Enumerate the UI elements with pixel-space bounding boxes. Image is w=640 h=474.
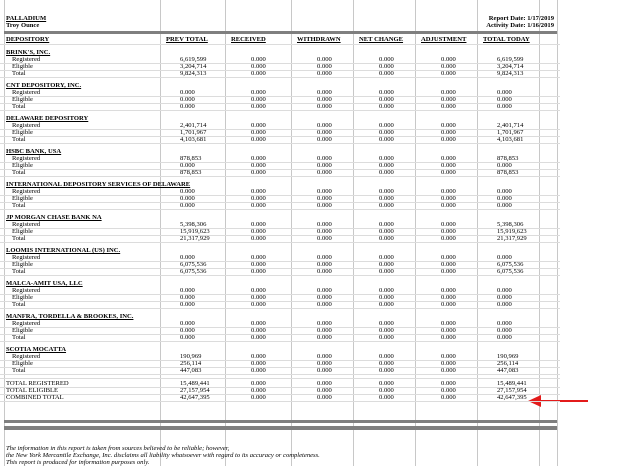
row-label: Eligible <box>12 294 33 301</box>
table-cell: 0.000 <box>497 195 512 202</box>
total-cell: 0.000 <box>379 394 394 401</box>
table-cell: 0.000 <box>317 63 332 70</box>
table-cell: 0.000 <box>251 261 266 268</box>
row-label: Eligible <box>12 327 33 334</box>
table-cell: 6,075,536 <box>180 268 207 275</box>
row-label: Total <box>12 235 26 242</box>
table-cell: 0.000 <box>379 70 394 77</box>
table-cell: 0.000 <box>317 367 332 374</box>
table-cell: 447,083 <box>497 367 519 374</box>
row-label: Registered <box>12 254 41 261</box>
table-cell: 0.000 <box>317 221 332 228</box>
table-cell: 0.000 <box>379 89 394 96</box>
table-cell: 0.000 <box>251 221 266 228</box>
table-cell: 0.000 <box>441 129 456 136</box>
table-cell: 0.000 <box>441 89 456 96</box>
table-cell: 0.000 <box>317 228 332 235</box>
table-cell: 0.000 <box>497 188 512 195</box>
table-cell: 0.000 <box>379 360 394 367</box>
table-cell: 0.000 <box>317 327 332 334</box>
table-cell: 0.000 <box>251 367 266 374</box>
table-cell: 0.000 <box>180 301 195 308</box>
table-cell: 0.000 <box>379 254 394 261</box>
table-cell: 0.000 <box>441 360 456 367</box>
column-header-adjustment: ADJUSTMENT <box>421 36 467 43</box>
total-label: COMBINED TOTAL <box>6 394 64 401</box>
row-label: Total <box>12 334 26 341</box>
row-label: Registered <box>12 122 41 129</box>
table-cell: 0.000 <box>317 353 332 360</box>
table-cell: 0.000 <box>441 320 456 327</box>
row-gridline <box>0 374 560 375</box>
table-cell: 0.000 <box>251 228 266 235</box>
total-cell: 0.000 <box>317 380 332 387</box>
table-cell: 0.000 <box>497 96 512 103</box>
table-cell: 0.000 <box>379 169 394 176</box>
table-cell: 878,853 <box>497 155 519 162</box>
table-cell: 0.000 <box>441 261 456 268</box>
table-cell: 3,204,714 <box>497 63 524 70</box>
table-cell: 0.000 <box>317 129 332 136</box>
table-cell: 0.000 <box>441 294 456 301</box>
table-cell: 878,853 <box>180 155 202 162</box>
table-cell: 0.000 <box>441 195 456 202</box>
table-cell: 447,083 <box>180 367 202 374</box>
table-cell: 0.000 <box>379 129 394 136</box>
row-gridline <box>0 275 560 276</box>
table-cell: 4,103,681 <box>180 136 207 143</box>
table-cell: 0.000 <box>379 287 394 294</box>
table-cell: 0.000 <box>317 287 332 294</box>
table-cell: 0.000 <box>317 294 332 301</box>
row-gridline <box>0 77 560 78</box>
table-cell: 0.000 <box>379 353 394 360</box>
table-cell: 0.000 <box>441 169 456 176</box>
row-label: Total <box>12 70 26 77</box>
table-cell: 0.000 <box>441 254 456 261</box>
table-cell: 0.000 <box>379 122 394 129</box>
total-cell: 0.000 <box>441 394 456 401</box>
table-cell: 0.000 <box>251 188 266 195</box>
table-cell: 0.000 <box>441 221 456 228</box>
table-cell: 0.000 <box>251 162 266 169</box>
table-cell: 0.000 <box>441 63 456 70</box>
table-cell: 0.000 <box>251 136 266 143</box>
table-cell: 0.000 <box>180 188 195 195</box>
table-cell: 0.000 <box>251 169 266 176</box>
table-cell: 0.000 <box>317 235 332 242</box>
table-cell: 0.000 <box>379 96 394 103</box>
table-cell: 0.000 <box>180 96 195 103</box>
table-cell: 0.000 <box>497 89 512 96</box>
table-cell: 0.000 <box>251 122 266 129</box>
table-cell: 5,398,306 <box>180 221 207 228</box>
table-cell: 0.000 <box>251 353 266 360</box>
table-cell: 0.000 <box>441 56 456 63</box>
table-cell: 0.000 <box>251 294 266 301</box>
header-divider <box>4 31 557 34</box>
total-cell: 0.000 <box>379 387 394 394</box>
depository-name: INTERNATIONAL DEPOSITORY SERVICES OF DELAWARE <box>6 181 191 188</box>
table-cell: 0.000 <box>317 56 332 63</box>
row-gridline <box>0 341 560 342</box>
row-label: Registered <box>12 155 41 162</box>
depository-name: JP MORGAN CHASE BANK NA <box>6 214 102 221</box>
table-cell: 0.000 <box>441 155 456 162</box>
table-cell: 0.000 <box>317 70 332 77</box>
table-cell: 0.000 <box>379 202 394 209</box>
row-label: Registered <box>12 287 41 294</box>
table-cell: 256,114 <box>180 360 202 367</box>
table-end-divider-2 <box>4 426 557 430</box>
table-cell: 0.000 <box>497 294 512 301</box>
table-cell: 0.000 <box>379 56 394 63</box>
table-cell: 0.000 <box>180 294 195 301</box>
row-label: Registered <box>12 188 41 195</box>
table-cell: 0.000 <box>497 202 512 209</box>
column-header-depository: DEPOSITORY <box>6 36 50 43</box>
table-cell: 0.000 <box>180 287 195 294</box>
table-cell: 0.000 <box>180 195 195 202</box>
table-cell: 0.000 <box>180 202 195 209</box>
table-cell: 190,969 <box>497 353 519 360</box>
row-label: Total <box>12 103 26 110</box>
table-cell: 0.000 <box>317 301 332 308</box>
table-cell: 0.000 <box>379 228 394 235</box>
row-label: Registered <box>12 221 41 228</box>
table-cell: 0.000 <box>251 96 266 103</box>
row-label: Registered <box>12 89 41 96</box>
table-cell: 0.000 <box>379 334 394 341</box>
total-label: TOTAL ELIGIBLE <box>6 387 59 394</box>
table-cell: 0.000 <box>379 268 394 275</box>
table-cell: 2,401,714 <box>180 122 207 129</box>
table-cell: 0.000 <box>251 320 266 327</box>
row-label: Total <box>12 301 26 308</box>
row-gridline <box>0 209 560 210</box>
row-label: Total <box>12 367 26 374</box>
table-cell: 21,317,929 <box>497 235 527 242</box>
depository-name: DELAWARE DEPOSITORY <box>6 115 89 122</box>
table-cell: 0.000 <box>441 235 456 242</box>
total-cell: 42,647,395 <box>497 394 527 401</box>
table-cell: 6,075,536 <box>180 261 207 268</box>
table-cell: 0.000 <box>497 334 512 341</box>
total-cell: 27,157,954 <box>497 387 527 394</box>
column-header-prev-total: PREV TOTAL <box>166 36 208 43</box>
depository-name: SCOTIA MOCATTA <box>6 346 67 353</box>
total-cell: 15,489,441 <box>497 380 527 387</box>
table-cell: 0.000 <box>497 327 512 334</box>
table-cell: 0.000 <box>379 63 394 70</box>
table-cell: 0.000 <box>317 169 332 176</box>
table-cell: 0.000 <box>441 202 456 209</box>
table-cell: 6,075,536 <box>497 268 524 275</box>
table-cell: 0.000 <box>317 155 332 162</box>
table-cell: 0.000 <box>317 334 332 341</box>
depository-name: HSBC BANK, USA <box>6 148 62 155</box>
table-cell: 0.000 <box>317 96 332 103</box>
table-cell: 0.000 <box>251 334 266 341</box>
table-cell: 0.000 <box>317 261 332 268</box>
table-cell: 0.000 <box>379 136 394 143</box>
table-cell: 0.000 <box>379 155 394 162</box>
table-cell: 9,824,313 <box>180 70 207 77</box>
table-cell: 0.000 <box>317 103 332 110</box>
total-cell: 0.000 <box>379 380 394 387</box>
table-cell: 0.000 <box>441 122 456 129</box>
table-cell: 0.000 <box>379 235 394 242</box>
table-cell: 0.000 <box>379 294 394 301</box>
table-cell: 0.000 <box>441 188 456 195</box>
table-cell: 0.000 <box>379 301 394 308</box>
total-cell: 0.000 <box>251 387 266 394</box>
report-unit: Troy Ounce <box>6 22 40 29</box>
table-cell: 0.000 <box>317 268 332 275</box>
table-cell: 0.000 <box>379 367 394 374</box>
total-cell: 0.000 <box>251 380 266 387</box>
table-cell: 0.000 <box>180 334 195 341</box>
row-gridline <box>0 242 560 243</box>
table-cell: 4,103,681 <box>497 136 524 143</box>
table-cell: 0.000 <box>317 195 332 202</box>
table-cell: 15,919,623 <box>497 228 527 235</box>
table-cell: 878,853 <box>180 169 202 176</box>
total-cell: 0.000 <box>251 394 266 401</box>
row-label: Eligible <box>12 162 33 169</box>
disclaimer-line: This report is produced for information purposes only. <box>6 459 150 466</box>
table-cell: 0.000 <box>441 103 456 110</box>
row-label: Total <box>12 169 26 176</box>
total-cell: 0.000 <box>441 380 456 387</box>
table-cell: 0.000 <box>317 136 332 143</box>
table-cell: 0.000 <box>251 202 266 209</box>
table-cell: 0.000 <box>379 261 394 268</box>
table-cell: 0.000 <box>251 56 266 63</box>
total-cell: 0.000 <box>317 387 332 394</box>
disclaimer-line: The information in this report is taken from sources believed to be reliable; however, <box>6 445 230 452</box>
row-label: Total <box>12 136 26 143</box>
table-cell: 0.000 <box>180 320 195 327</box>
table-cell: 0.000 <box>441 162 456 169</box>
disclaimer-line: the New York Mercantile Exchange, Inc. disclaims all liability whatsoever with regard to its accuracy or completeness. <box>6 452 320 459</box>
row-label: Registered <box>12 56 41 63</box>
table-cell: 0.000 <box>317 162 332 169</box>
row-gridline <box>0 143 560 144</box>
row-label: Registered <box>12 320 41 327</box>
table-cell: 0.000 <box>180 89 195 96</box>
row-label: Eligible <box>12 195 33 202</box>
table-cell: 0.000 <box>251 360 266 367</box>
report-metal: PALLADIUM <box>6 15 47 22</box>
table-cell: 0.000 <box>317 254 332 261</box>
table-cell: 0.000 <box>180 327 195 334</box>
table-cell: 0.000 <box>251 155 266 162</box>
total-cell: 42,647,395 <box>180 394 210 401</box>
column-header-withdrawn: WITHDRAWN <box>297 36 341 43</box>
table-cell: 6,075,536 <box>497 261 524 268</box>
table-cell: 0.000 <box>379 103 394 110</box>
table-cell: 0.000 <box>379 221 394 228</box>
table-cell: 0.000 <box>379 162 394 169</box>
row-label: Eligible <box>12 228 33 235</box>
row-label: Eligible <box>12 261 33 268</box>
table-cell: 0.000 <box>497 287 512 294</box>
column-header-received: RECEIVED <box>231 36 266 43</box>
table-cell: 0.000 <box>251 195 266 202</box>
row-gridline <box>0 176 560 177</box>
total-cell: 15,489,441 <box>180 380 210 387</box>
row-gridline <box>0 378 560 379</box>
table-cell: 0.000 <box>497 103 512 110</box>
column-header-net-change: NET CHANGE <box>359 36 404 43</box>
table-cell: 0.000 <box>180 103 195 110</box>
table-cell: 0.000 <box>180 162 195 169</box>
row-label: Eligible <box>12 360 33 367</box>
row-gridline <box>0 44 560 45</box>
table-cell: 0.000 <box>180 254 195 261</box>
table-cell: 0.000 <box>441 287 456 294</box>
row-label: Total <box>12 268 26 275</box>
table-cell: 0.000 <box>251 103 266 110</box>
table-cell: 0.000 <box>441 367 456 374</box>
table-cell: 0.000 <box>441 327 456 334</box>
report-date: Report Date: 1/17/2019 <box>488 15 554 22</box>
table-cell: 256,114 <box>497 360 519 367</box>
table-cell: 0.000 <box>441 353 456 360</box>
table-cell: 0.000 <box>379 320 394 327</box>
table-cell: 0.000 <box>441 70 456 77</box>
table-cell: 0.000 <box>251 89 266 96</box>
table-cell: 0.000 <box>379 195 394 202</box>
table-cell: 1,701,967 <box>180 129 207 136</box>
total-cell: 0.000 <box>317 394 332 401</box>
table-cell: 0.000 <box>317 202 332 209</box>
table-cell: 0.000 <box>317 89 332 96</box>
total-cell: 0.000 <box>441 387 456 394</box>
table-cell: 0.000 <box>497 320 512 327</box>
depository-name: LOOMIS INTERNATIONAL (US) INC. <box>6 247 121 254</box>
row-label: Total <box>12 202 26 209</box>
table-cell: 878,853 <box>497 169 519 176</box>
table-cell: 21,317,929 <box>180 235 210 242</box>
table-cell: 0.000 <box>441 96 456 103</box>
table-cell: 0.000 <box>251 287 266 294</box>
table-cell: 0.000 <box>251 254 266 261</box>
table-cell: 2,401,714 <box>497 122 524 129</box>
total-cell: 27,157,954 <box>180 387 210 394</box>
table-cell: 6,619,599 <box>180 56 207 63</box>
table-cell: 0.000 <box>497 162 512 169</box>
table-cell: 9,824,313 <box>497 70 524 77</box>
row-label: Eligible <box>12 96 33 103</box>
table-cell: 0.000 <box>441 268 456 275</box>
table-end-divider <box>4 420 557 423</box>
table-cell: 0.000 <box>379 188 394 195</box>
activity-date: Activity Date: 1/16/2019 <box>486 22 554 29</box>
table-cell: 0.000 <box>317 360 332 367</box>
table-cell: 0.000 <box>251 70 266 77</box>
depository-name: CNT DEPOSITORY, INC. <box>6 82 82 89</box>
table-cell: 0.000 <box>251 63 266 70</box>
depository-name: MANFRA, TORDELLA & BROOKES, INC. <box>6 313 134 320</box>
table-cell: 0.000 <box>379 327 394 334</box>
table-cell: 6,619,599 <box>497 56 524 63</box>
table-cell: 0.000 <box>251 129 266 136</box>
row-label: Registered <box>12 353 41 360</box>
depository-name: MALCA-AMIT USA, LLC <box>6 280 83 287</box>
table-cell: 0.000 <box>441 301 456 308</box>
row-label: Eligible <box>12 63 33 70</box>
table-cell: 190,969 <box>180 353 202 360</box>
table-cell: 0.000 <box>317 320 332 327</box>
table-cell: 15,919,623 <box>180 228 210 235</box>
table-cell: 3,204,714 <box>180 63 207 70</box>
table-cell: 0.000 <box>441 228 456 235</box>
row-label: Eligible <box>12 129 33 136</box>
table-cell: 0.000 <box>497 254 512 261</box>
table-cell: 0.000 <box>441 136 456 143</box>
row-gridline <box>0 401 560 402</box>
row-gridline <box>0 308 560 309</box>
table-cell: 0.000 <box>497 301 512 308</box>
depository-name: BRINK'S, INC. <box>6 49 51 56</box>
table-cell: 0.000 <box>251 235 266 242</box>
table-cell: 0.000 <box>317 122 332 129</box>
table-cell: 0.000 <box>251 268 266 275</box>
table-cell: 1,701,967 <box>497 129 524 136</box>
table-cell: 0.000 <box>251 327 266 334</box>
table-cell: 0.000 <box>251 301 266 308</box>
table-cell: 5,398,306 <box>497 221 524 228</box>
row-gridline <box>0 110 560 111</box>
table-cell: 0.000 <box>317 188 332 195</box>
total-label: TOTAL REGISTERED <box>6 380 69 387</box>
column-header-total-today: TOTAL TODAY <box>483 36 530 43</box>
table-cell: 0.000 <box>441 334 456 341</box>
